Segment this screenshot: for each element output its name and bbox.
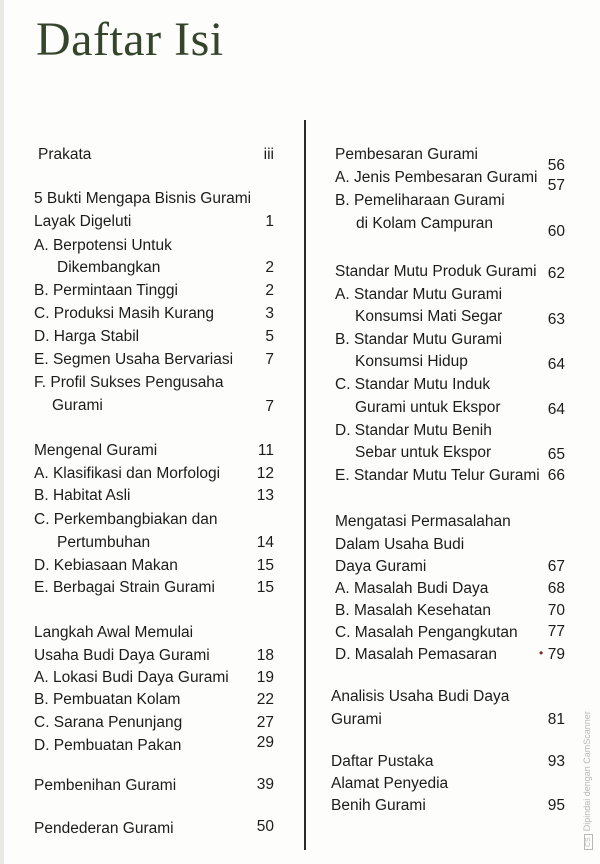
toc-chapter-title[interactable]: Pendederan Gurami: [34, 820, 174, 837]
toc-chapter-title[interactable]: Mengenal Gurami: [34, 442, 158, 459]
toc-chapter-title[interactable]: Gurami: [331, 711, 382, 728]
toc-page-number: 64: [547, 356, 565, 373]
toc-page-number: 50: [256, 818, 274, 835]
toc-subentry[interactable]: B. Masalah Kesehatan: [335, 602, 491, 619]
toc-page-number: 19: [256, 669, 274, 686]
ink-dot: •: [539, 646, 544, 660]
toc-page-number: 7: [265, 351, 274, 368]
toc-subentry[interactable]: C. Standar Mutu Induk: [335, 376, 491, 393]
toc-page-number: 12: [256, 465, 274, 482]
toc-subentry[interactable]: B. Pembuatan Kolam: [34, 691, 181, 708]
toc-page-number: 27: [256, 714, 274, 731]
toc-subentry[interactable]: D. Kebiasaan Makan: [34, 557, 178, 574]
page-edge: [0, 0, 4, 864]
column-divider: [304, 120, 306, 850]
toc-page-number: 68: [547, 580, 565, 597]
toc-page-number: 70: [547, 602, 565, 619]
toc-page-number: 79: [547, 646, 565, 663]
toc-page-number: 29: [256, 734, 274, 751]
toc-page-number: 39: [256, 776, 274, 793]
toc-page-number: 13: [256, 487, 274, 504]
toc-page-number: 2: [265, 259, 274, 276]
toc-subentry[interactable]: A. Masalah Budi Daya: [335, 580, 489, 597]
toc-subentry-cont[interactable]: Gurami untuk Ekspor: [355, 399, 501, 416]
toc-subentry[interactable]: A. Standar Mutu Gurami: [335, 286, 503, 303]
toc-subentry[interactable]: D. Standar Mutu Benih: [335, 422, 492, 439]
toc-page-number: 65: [547, 446, 565, 463]
toc-subentry[interactable]: B. Pemeliharaan Gurami: [335, 192, 505, 209]
toc-subentry-cont[interactable]: di Kolam Campuran: [356, 215, 493, 232]
toc-subentry[interactable]: E. Segmen Usaha Bervariasi: [34, 351, 234, 368]
toc-subentry[interactable]: D. Pembuatan Pakan: [34, 737, 182, 754]
toc-page-number: 56: [547, 157, 565, 174]
toc-chapter-title[interactable]: Benih Gurami: [331, 797, 426, 814]
toc-page-number: 57: [547, 177, 565, 194]
toc-chapter-title[interactable]: Langkah Awal Memulai: [34, 624, 194, 641]
toc-subentry-cont[interactable]: Pertumbuhan: [57, 534, 151, 551]
toc-subentry[interactable]: B. Standar Mutu Gurami: [335, 331, 503, 348]
toc-chapter-title[interactable]: Usaha Budi Daya Gurami: [34, 647, 210, 664]
toc-page-number: 14: [256, 534, 274, 551]
toc-page-number: 63: [547, 311, 565, 328]
toc-subentry[interactable]: E. Standar Mutu Telur Gurami: [335, 467, 540, 484]
toc-subentry[interactable]: D. Harga Stabil: [34, 328, 140, 345]
scanner-watermark: [582, 711, 593, 850]
toc-subentry[interactable]: C. Produksi Masih Kurang: [34, 305, 215, 322]
toc-page-number: 66: [547, 467, 565, 484]
toc-chapter-title[interactable]: Pembesaran Gurami: [335, 146, 479, 163]
toc-page-number: 1: [265, 213, 274, 230]
toc-page-number: 3: [265, 305, 274, 322]
toc-subentry[interactable]: C. Sarana Penunjang: [34, 714, 183, 731]
toc-subentry[interactable]: B. Habitat Asli: [34, 487, 131, 504]
toc-page-number: 15: [256, 557, 274, 574]
toc-chapter-title[interactable]: Layak Digeluti: [34, 213, 132, 230]
toc-subentry[interactable]: D. Masalah Pemasaran: [335, 646, 497, 663]
toc-subentry[interactable]: A. Lokasi Budi Daya Gurami: [34, 669, 229, 686]
toc-page-number: 62: [547, 265, 565, 282]
watermark-text: Dipindai dengan CamScanner: [582, 711, 592, 832]
toc-chapter-title[interactable]: Daftar Pustaka: [331, 753, 434, 770]
toc-page-number: 7: [265, 398, 274, 415]
toc-chapter-title[interactable]: Standar Mutu Produk Gurami: [335, 263, 537, 280]
toc-subentry-cont[interactable]: Sebar untuk Ekspor: [355, 444, 492, 461]
toc-page-number: 77: [547, 623, 565, 640]
toc-page-number: 67: [547, 558, 565, 575]
toc-subentry[interactable]: C. Perkembangbiakan dan: [34, 511, 218, 528]
toc-subentry[interactable]: A. Jenis Pembesaran Gurami: [335, 169, 538, 186]
toc-chapter-title[interactable]: Mengatasi Permasalahan: [335, 513, 511, 530]
toc-subentry-cont[interactable]: Konsumsi Hidup: [355, 353, 468, 370]
toc-chapter-title[interactable]: Analisis Usaha Budi Daya: [331, 688, 510, 705]
toc-subentry[interactable]: A. Klasifikasi dan Morfologi: [34, 465, 221, 482]
toc-page-number: 64: [547, 401, 565, 418]
toc-page-number: 2: [265, 282, 274, 299]
toc-chapter-title[interactable]: Daya Gurami: [335, 558, 427, 575]
toc-subentry-cont[interactable]: Gurami: [52, 397, 103, 414]
toc-page-number: iii: [263, 146, 274, 163]
toc-subentry[interactable]: B. Permintaan Tinggi: [34, 282, 178, 299]
toc-page-number: 22: [256, 691, 274, 708]
toc-chapter-title[interactable]: Alamat Penyedia: [331, 775, 449, 792]
camscanner-badge: CS: [584, 834, 593, 850]
toc-page-number: 95: [547, 797, 565, 814]
toc-chapter-title[interactable]: Dalam Usaha Budi: [335, 536, 465, 553]
toc-page-number: 15: [256, 579, 274, 596]
toc-subentry[interactable]: F. Profil Sukses Pengusaha: [34, 374, 224, 391]
toc-subentry[interactable]: A. Berpotensi Untuk: [34, 237, 172, 254]
toc-subentry-cont[interactable]: Dikembangkan: [57, 259, 161, 276]
toc-subentry[interactable]: C. Masalah Pengangkutan: [335, 624, 518, 641]
toc-page-number: 81: [547, 711, 565, 728]
toc-chapter-title[interactable]: 5 Bukti Mengapa Bisnis Gurami: [34, 190, 252, 207]
toc-entry-prakata[interactable]: Prakata: [38, 146, 92, 163]
toc-page-number: 5: [265, 328, 274, 345]
toc-page-number: 93: [547, 753, 565, 770]
toc-page-number: 11: [257, 442, 274, 459]
toc-page-number: 18: [256, 647, 274, 664]
toc-subentry[interactable]: E. Berbagai Strain Gurami: [34, 579, 215, 596]
toc-page-number: 60: [547, 223, 565, 240]
toc-chapter-title[interactable]: Pembenihan Gurami: [34, 777, 177, 794]
page-title: Daftar Isi: [36, 13, 224, 66]
toc-subentry-cont[interactable]: Konsumsi Mati Segar: [355, 308, 503, 325]
